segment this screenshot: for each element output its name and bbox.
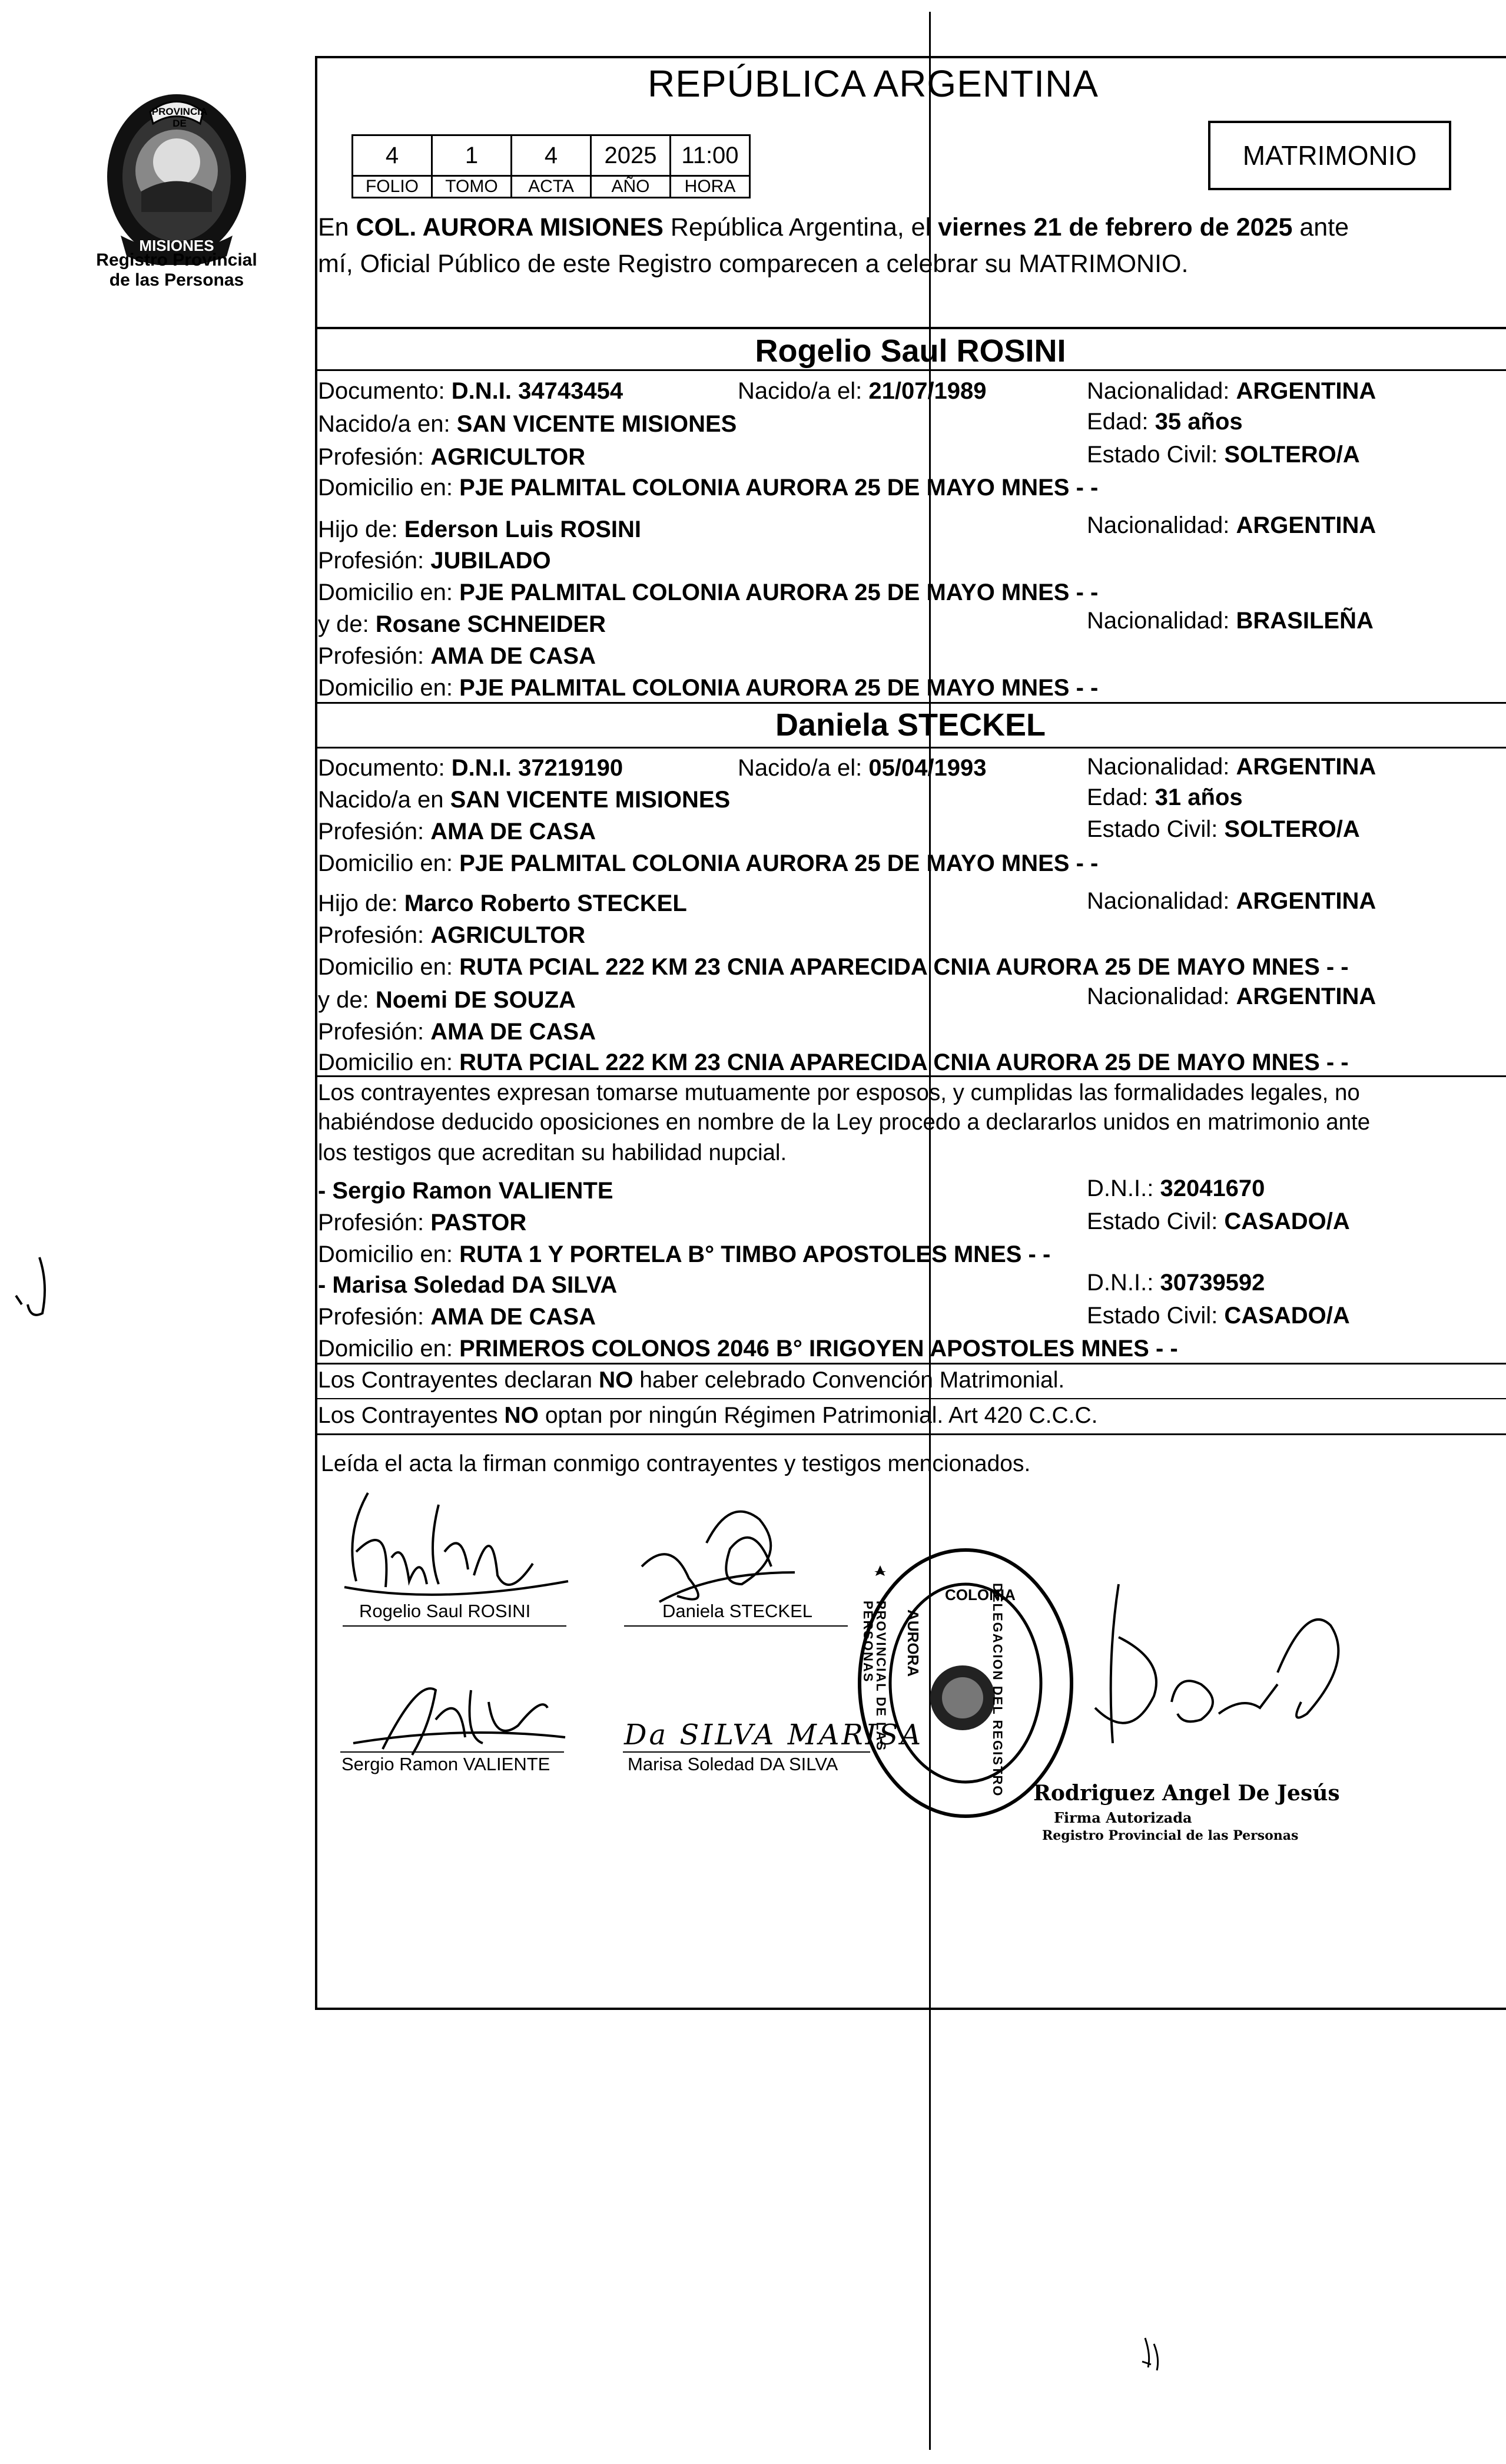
witness1-signature-label: Sergio Ramon VALIENTE bbox=[341, 1754, 550, 1774]
tomo-label: TOMO bbox=[432, 176, 512, 198]
bride-doc: Documento: D.N.I. 37219190 bbox=[318, 755, 623, 781]
intro-post: ante bbox=[1292, 213, 1349, 241]
witness2-name: - Marisa Soledad DA SILVA bbox=[318, 1272, 618, 1298]
groom-father-address: Domicilio en: PJE PALMITAL COLONIA AURORA 25 DE MAYO MNES - - bbox=[318, 579, 1099, 605]
intro-mid: República Argentina, el bbox=[663, 213, 938, 241]
witness2-profession: Profesión: AMA DE CASA bbox=[318, 1304, 596, 1330]
section-divider bbox=[315, 369, 1506, 371]
acta-value: 4 bbox=[512, 135, 591, 176]
section-divider bbox=[315, 1398, 1506, 1399]
groom-civil-status: Estado Civil: SOLTERO/A bbox=[1087, 442, 1360, 468]
groom-mother-profession: Profesión: AMA DE CASA bbox=[318, 643, 596, 669]
registry-logo bbox=[85, 88, 268, 265]
groom-mother-address: Domicilio en: PJE PALMITAL COLONIA AURORA 25 DE MAYO MNES - - bbox=[318, 675, 1099, 701]
official-office: Registro Provincial de las Personas bbox=[1042, 1828, 1299, 1843]
logo-arc-text: PROVINCIA DE bbox=[151, 106, 208, 129]
witness2-dni: D.N.I.: 30739592 bbox=[1087, 1270, 1265, 1296]
closing-text: Leída el acta la firman conmigo contrayentes y testigos mencionados. bbox=[321, 1451, 1031, 1476]
groom-nationality: Nacionalidad: ARGENTINA bbox=[1087, 378, 1376, 404]
bride-signature-line bbox=[624, 1625, 848, 1627]
witness2-signature-line bbox=[623, 1751, 870, 1753]
bride-signature-label: Daniela STECKEL bbox=[662, 1601, 813, 1621]
intro-line-2: mí, Oficial Público de este Registro comparecen a celebrar su MATRIMONIO. bbox=[318, 250, 1189, 278]
witness1-signature-line bbox=[340, 1751, 564, 1753]
bride-age: Edad: 31 años bbox=[1087, 784, 1243, 810]
bride-address: Domicilio en: PJE PALMITAL COLONIA AURORA 25 DE MAYO MNES - - bbox=[318, 850, 1099, 876]
bride-birthplace: Nacido/a en SAN VICENTE MISIONES bbox=[318, 787, 731, 813]
logo-caption bbox=[79, 250, 274, 290]
bride-father: Hijo de: Marco Roberto STECKEL bbox=[318, 890, 687, 916]
witness2-signature-label: Marisa Soledad DA SILVA bbox=[628, 1754, 838, 1774]
witness1-profession: Profesión: PASTOR bbox=[318, 1210, 527, 1236]
margin-mark-icon bbox=[1133, 2326, 1175, 2379]
section-divider bbox=[315, 1075, 1506, 1077]
groom-father: Hijo de: Ederson Luis ROSINI bbox=[318, 516, 642, 542]
witness1-address: Domicilio en: RUTA 1 Y PORTELA B° TIMBO APOSTOLES MNES - - bbox=[318, 1241, 1051, 1267]
bride-mother-profession: Profesión: AMA DE CASA bbox=[318, 1019, 596, 1045]
section-divider bbox=[315, 1363, 1506, 1365]
document-title: REPÚBLICA ARGENTINA bbox=[648, 62, 1099, 105]
logo-caption-line1: Registro Provincial bbox=[96, 250, 257, 270]
groom-born: Nacido/a el: 21/07/1989 bbox=[738, 378, 987, 404]
tomo-value: 1 bbox=[432, 135, 512, 176]
seal-inner-1: AURORA bbox=[904, 1609, 922, 1677]
anio-value: 2025 bbox=[591, 135, 671, 176]
convention-line-2: Los Contrayentes NO optan por ningún Régimen Patrimonial. Art 420 C.C.C. bbox=[318, 1403, 1098, 1428]
seal-arc-bottom: PROVINCIAL DE LAS PERSONAS bbox=[861, 1601, 888, 1752]
official-role: Firma Autorizada bbox=[1054, 1809, 1192, 1826]
record-number-table bbox=[351, 134, 751, 198]
convention-line-1: Los Contrayentes declaran NO haber celebrado Convención Matrimonial. bbox=[318, 1367, 1065, 1393]
bride-name: Daniela STECKEL bbox=[775, 707, 1046, 743]
groom-age: Edad: 35 años bbox=[1087, 409, 1243, 435]
intro-place: COL. AURORA MISIONES bbox=[356, 213, 664, 241]
registry-seal bbox=[857, 1548, 1074, 1819]
groom-birthplace: Nacido/a en: SAN VICENTE MISIONES bbox=[318, 411, 737, 437]
bride-mother-nationality: Nacionalidad: ARGENTINA bbox=[1087, 983, 1376, 1009]
official-signature-icon bbox=[1083, 1567, 1366, 1761]
intro-pre: En bbox=[318, 213, 356, 241]
frame-bottom-border bbox=[315, 2008, 1506, 2010]
statement-line-1: Los contrayentes expresan tomarse mutuamente por esposos, y cumplidas las formalidades legales, no bbox=[318, 1080, 1360, 1105]
witness2-handwriting: Da SILVA MARISA bbox=[624, 1718, 924, 1751]
groom-doc: Documento: D.N.I. 34743454 bbox=[318, 378, 623, 404]
bride-mother-address: Domicilio en: RUTA PCIAL 222 KM 23 CNIA APARECIDA CNIA AURORA 25 DE MAYO MNES - - bbox=[318, 1049, 1349, 1075]
bride-profession: Profesión: AMA DE CASA bbox=[318, 819, 596, 844]
acta-label: ACTA bbox=[512, 176, 591, 198]
bride-nationality: Nacionalidad: ARGENTINA bbox=[1087, 754, 1376, 780]
groom-address: Domicilio en: PJE PALMITAL COLONIA AURORA 25 DE MAYO MNES - - bbox=[318, 475, 1099, 501]
bride-father-nationality: Nacionalidad: ARGENTINA bbox=[1087, 888, 1376, 914]
section-divider bbox=[315, 747, 1506, 749]
bride-father-profession: Profesión: AGRICULTOR bbox=[318, 922, 586, 948]
bride-father-address: Domicilio en: RUTA PCIAL 222 KM 23 CNIA APARECIDA CNIA AURORA 25 DE MAYO MNES - - bbox=[318, 954, 1349, 980]
groom-mother-nationality: Nacionalidad: BRASILEÑA bbox=[1087, 608, 1374, 634]
statement-line-2: habiéndose deducido oposiciones en nombre de la Ley procedo a declararlos unidos en matrimonio ante bbox=[318, 1110, 1371, 1135]
logo-band-text: MISIONES bbox=[139, 237, 214, 254]
hora-value: 11:00 bbox=[671, 135, 750, 176]
anio-label: AÑO bbox=[591, 176, 671, 198]
bride-born: Nacido/a el: 05/04/1993 bbox=[738, 755, 987, 781]
groom-signature-label: Rogelio Saul ROSINI bbox=[359, 1601, 531, 1621]
witness1-dni: D.N.I.: 32041670 bbox=[1087, 1175, 1265, 1201]
groom-name: Rogelio Saul ROSINI bbox=[755, 333, 1066, 369]
intro-line-1 bbox=[318, 212, 1349, 243]
section-divider bbox=[315, 1433, 1506, 1435]
bride-signature-icon bbox=[624, 1484, 801, 1620]
section-divider bbox=[315, 327, 1506, 329]
bride-mother: y de: Noemi DE SOUZA bbox=[318, 987, 576, 1013]
seal-inner-2: COLONIA bbox=[945, 1586, 1016, 1604]
groom-father-nationality: Nacionalidad: ARGENTINA bbox=[1087, 512, 1376, 538]
statement-line-3: los testigos que acreditan su habilidad nupcial. bbox=[318, 1140, 787, 1165]
witness2-civil-status: Estado Civil: CASADO/A bbox=[1087, 1303, 1350, 1329]
groom-father-profession: Profesión: JUBILADO bbox=[318, 548, 551, 574]
groom-mother: y de: Rosane SCHNEIDER bbox=[318, 611, 606, 637]
groom-profession: Profesión: AGRICULTOR bbox=[318, 444, 586, 470]
folio-value: 4 bbox=[353, 135, 432, 176]
witness2-address: Domicilio en: PRIMEROS COLONOS 2046 B° IRIGOYEN APOSTOLES MNES - - bbox=[318, 1336, 1178, 1362]
witness1-civil-status: Estado Civil: CASADO/A bbox=[1087, 1208, 1350, 1234]
seal-arc-top: DELEGACION DEL REGISTRO bbox=[990, 1583, 1005, 1797]
margin-mark-icon bbox=[7, 1248, 72, 1331]
logo-caption-line2: de las Personas bbox=[109, 270, 244, 290]
section-divider bbox=[315, 702, 1506, 704]
bride-civil-status: Estado Civil: SOLTERO/A bbox=[1087, 816, 1360, 842]
intro-date: viernes 21 de febrero de 2025 bbox=[938, 213, 1293, 241]
record-type-box bbox=[1208, 121, 1451, 190]
record-type: MATRIMONIO bbox=[1242, 140, 1417, 171]
hora-label: HORA bbox=[671, 176, 750, 198]
groom-signature-line bbox=[343, 1625, 566, 1627]
folio-label: FOLIO bbox=[353, 176, 432, 198]
official-name: Rodriguez Angel De Jesús bbox=[1033, 1781, 1340, 1806]
witness1-name: - Sergio Ramon VALIENTE bbox=[318, 1178, 613, 1204]
frame-top-border bbox=[315, 56, 1506, 58]
